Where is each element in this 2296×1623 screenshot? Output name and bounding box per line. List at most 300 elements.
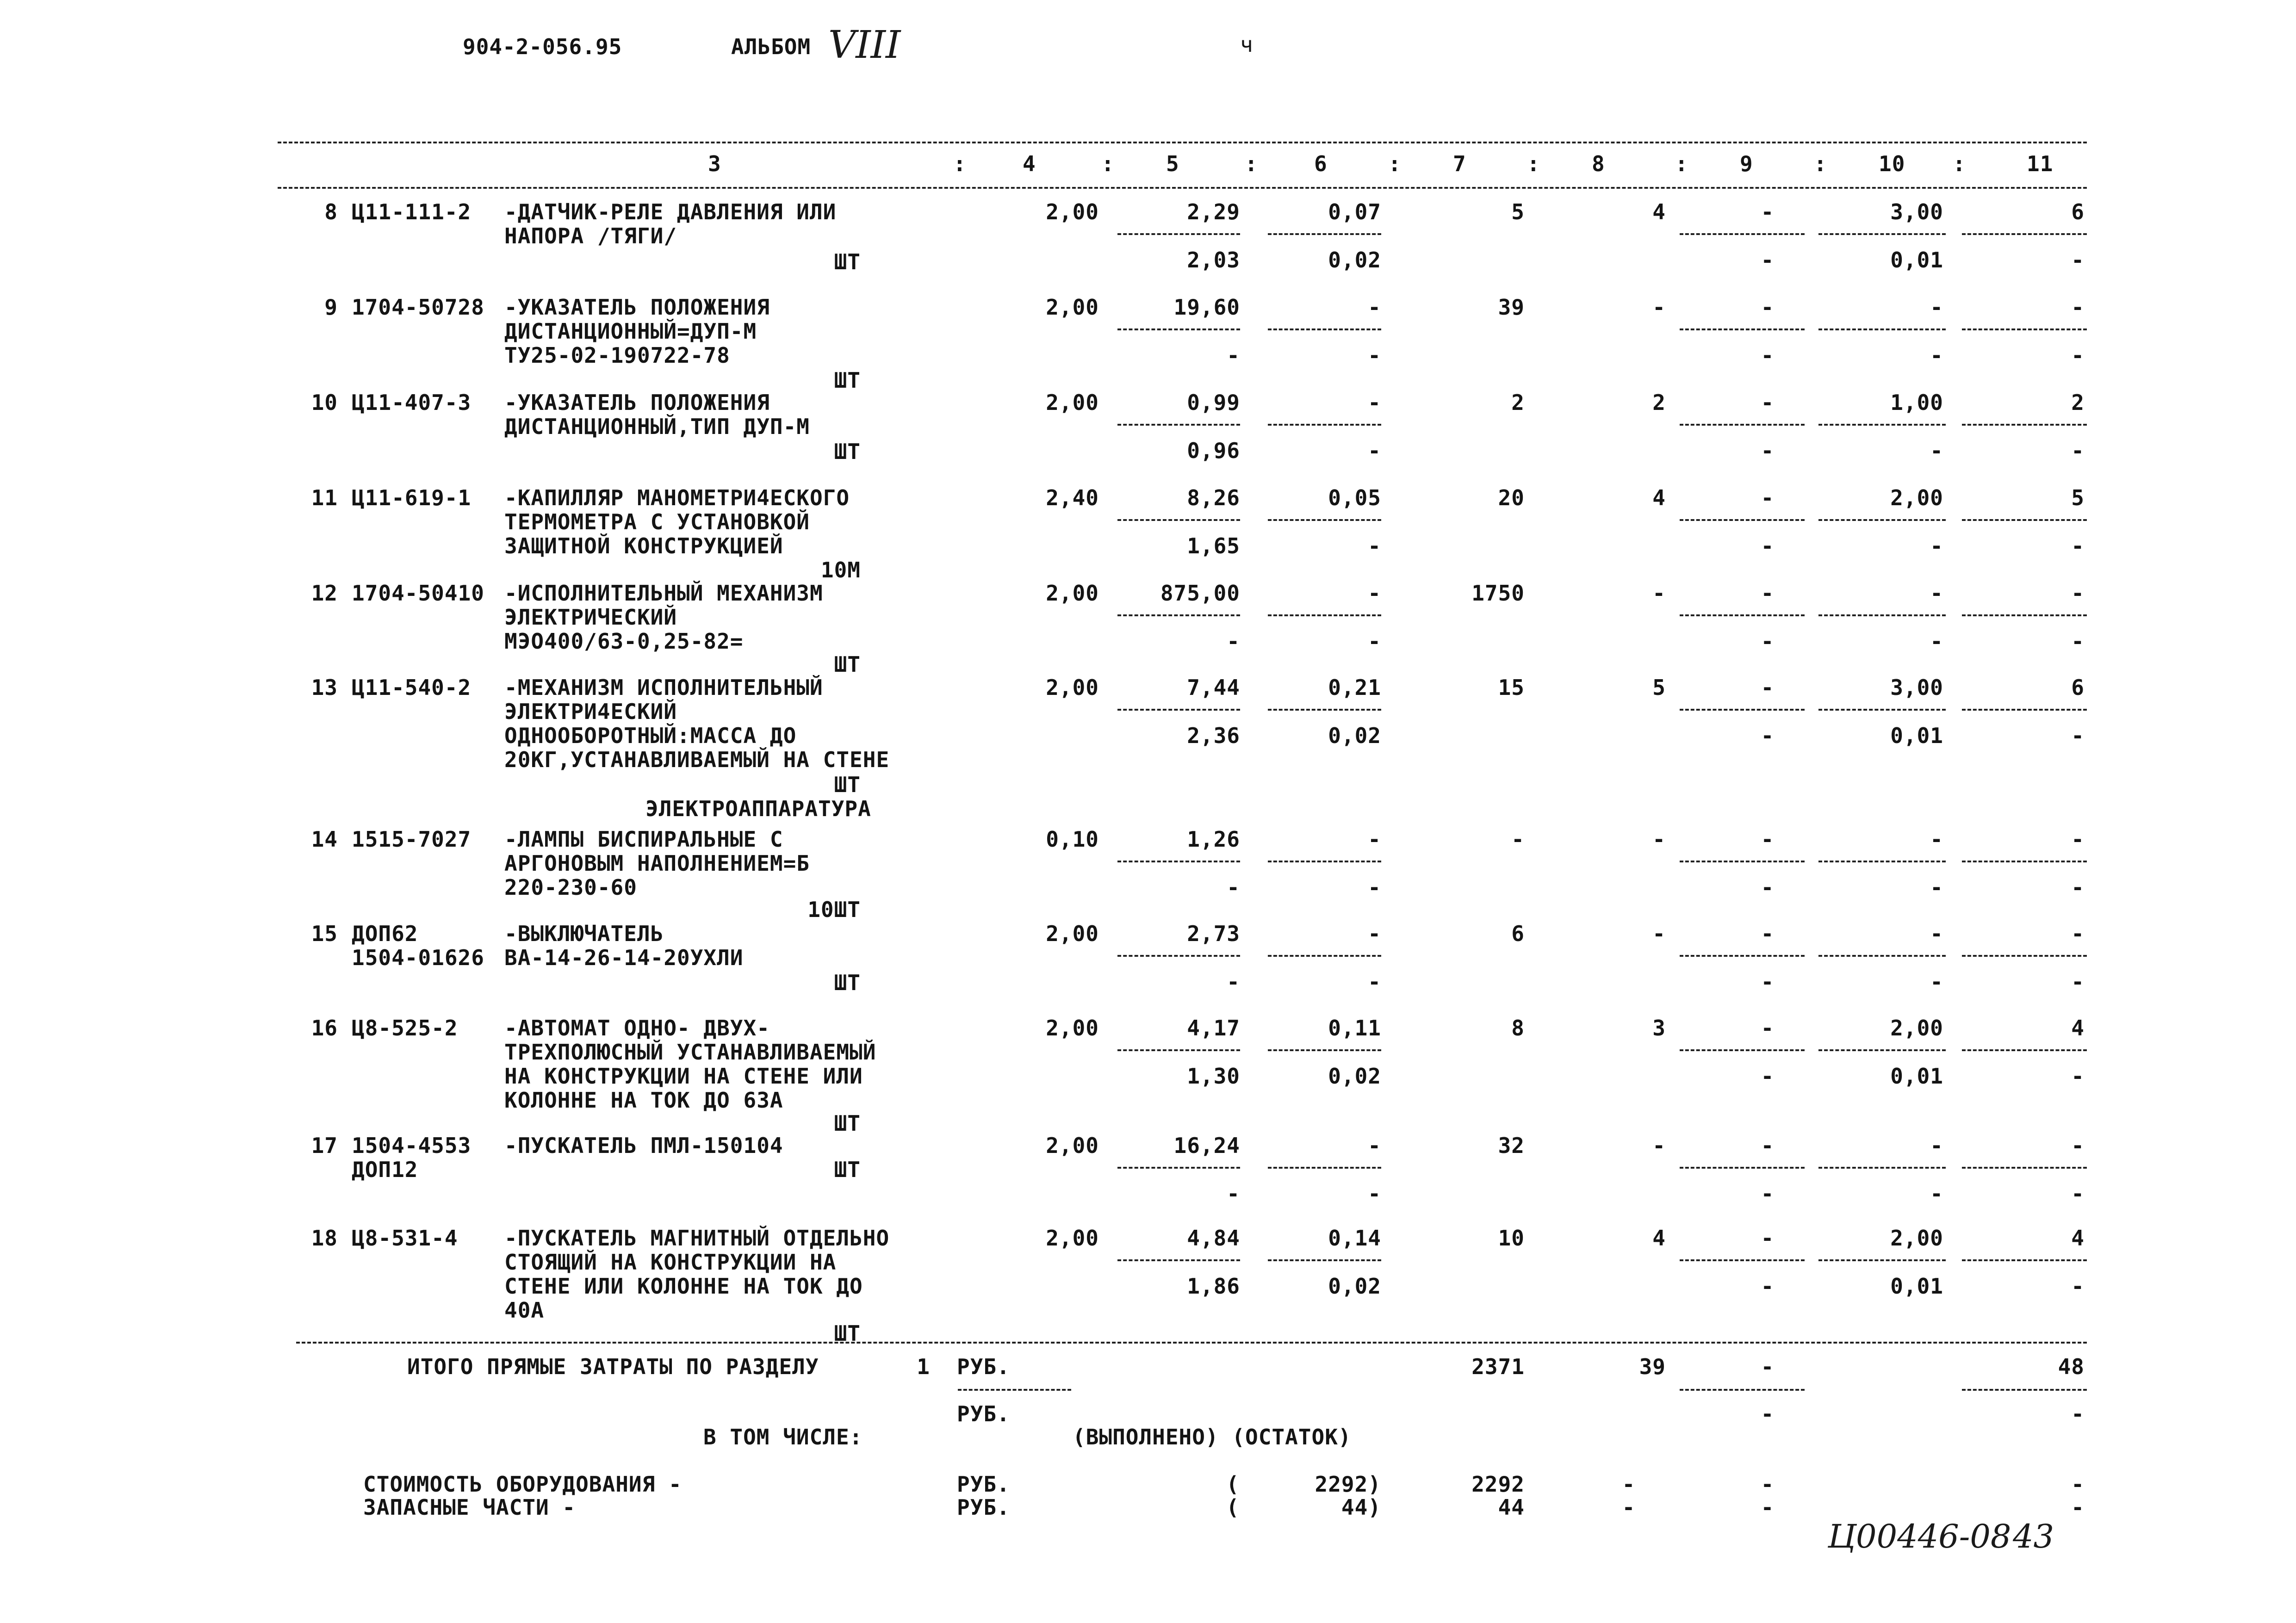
spares-col9: - [1761,1495,1775,1520]
row-col5: 2,73 [1187,921,1240,946]
row-col8: 3 [1652,1016,1666,1041]
row-col10: 3,00 [1890,675,1943,700]
row-col6: 0,05 [1328,485,1381,510]
row-col9: - [1761,675,1775,700]
row-col9-sub: - [1761,343,1775,368]
column-header-9: 9 [1740,151,1753,176]
row-col9: - [1761,485,1775,510]
row-col5: 4,84 [1187,1226,1240,1251]
equipment-col9: - [1761,1472,1775,1497]
row-col9-sub: - [1761,1064,1775,1089]
row-col10-sub: 0,01 [1890,248,1943,273]
row-col8: 4 [1652,199,1666,224]
row-description: -ИСПОЛНИТЕЛЬНЫЙ МЕХАНИЗМ [504,581,823,606]
row-col11-sub: - [2071,969,2085,994]
row-unit: 10М [820,558,861,582]
section-title: ЭЛЕКТРОАППАРАТУРА [645,796,871,821]
totals-col11: 48 [2058,1354,2085,1379]
row-col10-sub: - [1930,1181,1943,1206]
row-col5: 2,29 [1187,199,1240,224]
row-description: СТЕНЕ ИЛИ КОЛОННЕ НА ТОК ДО [504,1274,863,1299]
row-subtotal-rule [1818,233,1946,235]
row-number: 17 [311,1133,338,1158]
column-header-6: 6 [1314,151,1328,176]
row-col11-sub: - [2071,343,2085,368]
row-col6: - [1368,581,1381,606]
row-col5-sub: 0,96 [1187,438,1240,463]
page-number: 43 [2013,1518,2054,1555]
row-code: Ц11-111-2 [352,199,472,224]
spares-done: 44) [1341,1495,1381,1520]
row-subtotal-rule [1117,614,1240,616]
row-col6-sub: 0,02 [1328,723,1381,748]
row-col11-sub: - [2071,1064,2085,1089]
row-col10-sub: - [1930,343,1943,368]
row-col5-sub: 1,86 [1187,1274,1240,1299]
row-col10-sub: 0,01 [1890,1274,1943,1299]
row-col9-sub: - [1761,1274,1775,1299]
row-col7: 20 [1498,485,1525,510]
row-code: Ц11-540-2 [352,675,472,700]
row-description: -ДАТЧИК-РЕЛЕ ДАВЛЕНИЯ ИЛИ [504,199,837,224]
row-description: -УКАЗАТЕЛЬ ПОЛОЖЕНИЯ [504,295,770,320]
row-description: МЭО400/63-0,25-82= [504,629,744,654]
row-col6-sub: 0,02 [1328,248,1381,273]
row-col6-sub: 0,02 [1328,1274,1381,1299]
spares-paren: ( [1226,1495,1240,1520]
row-col11: - [2071,921,2085,946]
row-unit: ШТ [834,970,861,995]
row-description: ВА-14-26-14-20УХЛИ [504,945,744,970]
row-col11-sub: - [2071,248,2085,273]
row-description: -АВТОМАТ ОДНО- ДВУХ- [504,1016,770,1041]
row-code: Ц11-619-1 [352,485,472,510]
row-description: НАПОРА /ТЯГИ/ [504,223,677,248]
row-col10: 2,00 [1890,1016,1943,1041]
row-subtotal-rule [1117,955,1240,957]
row-subtotal-rule [1962,1167,2087,1169]
row-col10-sub: - [1930,438,1943,463]
row-col5-sub: 1,30 [1187,1064,1240,1089]
row-col8: - [1652,827,1666,852]
row-col4: 2,00 [1046,390,1099,415]
row-col5: 8,26 [1187,485,1240,510]
row-description: -ПУСКАТЕЛЬ МАГНИТНЫЙ ОТДЕЛЬНО [504,1226,890,1251]
row-subtotal-rule [1962,861,2087,862]
column-header-4: 4 [1023,151,1036,176]
row-col5-sub: - [1227,1181,1240,1206]
row-col9: - [1761,1226,1775,1251]
equipment-rest: 2292 [1471,1472,1525,1497]
row-subtotal-rule [1117,861,1240,862]
document-code: 904-2-056.95 [463,34,622,59]
row-subtotal-rule [1268,424,1381,426]
row-subtotal-rule [1680,1259,1805,1261]
row-col6: 0,11 [1328,1016,1381,1041]
spares-rest: 44 [1498,1495,1525,1520]
done-rest-label: (ВЫПОЛНЕНО) (ОСТАТОК) [1073,1425,1352,1450]
equipment-col11: - [2071,1472,2085,1497]
row-subtotal-rule [1962,328,2087,330]
row-col8: 4 [1652,1226,1666,1251]
row-subtotal-rule [1818,955,1946,957]
row-subtotal-rule [1962,955,2087,957]
row-subtotal-rule [1268,328,1381,330]
row-col4: 2,00 [1046,199,1099,224]
row-col6-sub: 0,02 [1328,1064,1381,1089]
totals-col9-b: - [1761,1401,1775,1426]
row-number: 14 [311,827,338,852]
row-subtotal-rule [1268,1259,1381,1261]
row-col11-sub: - [2071,629,2085,654]
row-col10: 3,00 [1890,199,1943,224]
row-col11-sub: - [2071,723,2085,748]
row-number: 8 [324,199,338,224]
column-separator: : [1388,151,1402,176]
totals-underline-c [1962,1389,2087,1391]
row-subtotal-rule [1818,1167,1946,1169]
row-description: АРГОНОВЫМ НАПОЛНЕНИЕМ=Б [504,851,810,876]
row-col4: 2,00 [1046,1226,1099,1251]
row-col10: 2,00 [1890,485,1943,510]
row-col6: - [1368,390,1381,415]
row-col10: 2,00 [1890,1226,1943,1251]
row-col6-sub: - [1368,343,1381,368]
row-col11: - [2071,295,2085,320]
row-description: 220-230-60 [504,875,637,900]
row-col6-sub: - [1368,438,1381,463]
totals-col8: 39 [1639,1354,1666,1379]
row-col9-sub: - [1761,1181,1775,1206]
row-col9-sub: - [1761,248,1775,273]
row-number: 10 [311,390,338,415]
row-number: 13 [311,675,338,700]
row-col5-sub: - [1227,875,1240,900]
row-col7: 32 [1498,1133,1525,1158]
header-rule-bottom [278,187,2087,189]
row-subtotal-rule [1680,709,1805,711]
row-col4: 2,00 [1046,921,1099,946]
row-subtotal-rule [1680,519,1805,521]
row-col6: - [1368,921,1381,946]
row-subtotal-rule [1268,233,1381,235]
row-subtotal-rule [1680,424,1805,426]
totals-rule [296,1342,2087,1344]
row-col5: 7,44 [1187,675,1240,700]
row-col10: - [1930,921,1943,946]
row-col10-sub: 0,01 [1890,1064,1943,1089]
row-col6-sub: - [1368,533,1381,558]
row-col6: - [1368,295,1381,320]
row-col6: - [1368,1133,1381,1158]
row-description: ТРЕХПОЛЮСНЫЙ УСТАНАВЛИВАЕМЫЙ [504,1040,876,1065]
row-col9-sub: - [1761,875,1775,900]
row-col10: - [1930,581,1943,606]
row-subtotal-rule [1117,709,1240,711]
totals-col7: 2371 [1471,1354,1525,1379]
row-col10: - [1930,295,1943,320]
row-col8: 5 [1652,675,1666,700]
row-number: 9 [324,295,338,320]
corner-mark: ч [1240,32,1253,57]
row-number: 15 [311,921,338,946]
row-col6-sub: - [1368,1181,1381,1206]
row-col11: 4 [2071,1226,2085,1251]
row-number: 16 [311,1016,338,1041]
row-col9: - [1761,827,1775,852]
row-subtotal-rule [1680,614,1805,616]
row-unit: ШТ [834,652,861,677]
row-col11: - [2071,827,2085,852]
spares-col8: - [1622,1495,1636,1520]
row-subtotal-rule [1818,1049,1946,1051]
row-col10-sub: - [1930,533,1943,558]
row-col5: 0,99 [1187,390,1240,415]
row-col4: 2,40 [1046,485,1099,510]
row-subtotal-rule [1268,709,1381,711]
row-col8: - [1652,581,1666,606]
totals-label: ИТОГО ПРЯМЫЕ ЗАТРАТЫ ПО РАЗДЕЛУ [407,1354,819,1379]
column-separator: : [1527,151,1540,176]
row-subtotal-rule [1962,233,2087,235]
row-unit: ШТ [834,249,861,274]
row-code: 1704-50410 [352,581,484,606]
row-description: -КАПИЛЛЯР МАНОМЕТРИ4ЕСКОГО [504,485,850,510]
row-col8: - [1652,1133,1666,1158]
column-separator: : [1675,151,1688,176]
row-description: -ЛАМПЫ БИСПИРАЛЬНЫЕ С [504,827,783,852]
row-description: ДИСТАНЦИОННЫЙ=ДУП-М [504,319,757,344]
row-description: ЗАЩИТНОЙ КОНСТРУКЦИЕЙ [504,533,783,558]
row-description: ЭЛЕКТРИЧЕСКИЙ [504,605,677,630]
row-col7: - [1511,827,1525,852]
row-subtotal-rule [1268,955,1381,957]
row-col6-sub: - [1368,629,1381,654]
row-subtotal-rule [1117,519,1240,521]
totals-col9: - [1761,1354,1775,1379]
row-col4: 2,00 [1046,581,1099,606]
totals-col11-b: - [2071,1401,2085,1426]
row-code: 1704-50728 [352,295,484,320]
row-code: Ц8-531-4 [352,1226,458,1251]
row-col7: 5 [1511,199,1525,224]
row-col9: - [1761,581,1775,606]
row-col11: 5 [2071,485,2085,510]
row-subtotal-rule [1962,709,2087,711]
footer-stamp: Ц00446-08 [1828,1518,2011,1555]
row-col11-sub: - [2071,533,2085,558]
row-col6: 0,21 [1328,675,1381,700]
row-description: -ВЫКЛЮЧАТЕЛЬ [504,921,664,946]
row-description: СТОЯЩИЙ НА КОНСТРУКЦИИ НА [504,1250,837,1275]
totals-underline-a [958,1389,1071,1391]
row-col10: - [1930,1133,1943,1158]
row-col5-sub: 2,36 [1187,723,1240,748]
row-code: Ц11-407-3 [352,390,472,415]
row-col5: 19,60 [1173,295,1240,320]
row-col5: 16,24 [1173,1133,1240,1158]
row-subtotal-rule [1680,1167,1805,1169]
row-col11: - [2071,1133,2085,1158]
row-number: 11 [311,485,338,510]
row-unit: ШТ [834,368,861,393]
row-col6-sub: - [1368,969,1381,994]
row-col10-sub: - [1930,875,1943,900]
row-col6: - [1368,827,1381,852]
row-subtotal-rule [1268,861,1381,862]
row-subtotal-rule [1680,861,1805,862]
row-col11: 4 [2071,1016,2085,1041]
row-col6-sub: - [1368,875,1381,900]
row-subtotal-rule [1117,1259,1240,1261]
row-col9-sub: - [1761,629,1775,654]
row-code: 1504-01626 [352,945,484,970]
row-subtotal-rule [1117,424,1240,426]
row-col11-sub: - [2071,1274,2085,1299]
column-separator: : [1814,151,1827,176]
row-col11: 6 [2071,675,2085,700]
row-col8: - [1652,921,1666,946]
album-label: АЛЬБОМ [731,34,811,59]
totals-underline-b [1680,1389,1805,1391]
column-header-3: 3 [708,151,721,176]
column-separator: : [953,151,967,176]
row-col11-sub: - [2071,438,2085,463]
row-col6: 0,07 [1328,199,1381,224]
row-subtotal-rule [1962,614,2087,616]
totals-currency: РУБ. [957,1354,1010,1379]
row-col5-sub: 1,65 [1187,533,1240,558]
column-separator: : [1245,151,1258,176]
row-subtotal-rule [1818,1259,1946,1261]
row-description: КОЛОННЕ НА ТОК ДО 63А [504,1088,783,1113]
row-col10-sub: - [1930,629,1943,654]
spares-currency: РУБ. [957,1495,1010,1520]
row-description: ТУ25-02-190722-78 [504,343,730,368]
row-code: 1504-4553 [352,1133,472,1158]
row-unit: ШТ [834,1321,861,1346]
album-number: VIII [828,23,901,67]
row-col9-sub: - [1761,723,1775,748]
row-col9-sub: - [1761,438,1775,463]
row-col9: - [1761,295,1775,320]
row-number: 12 [311,581,338,606]
row-subtotal-rule [1680,955,1805,957]
row-unit: ШТ [834,772,861,797]
row-col4: 2,00 [1046,1016,1099,1041]
row-col6: 0,14 [1328,1226,1381,1251]
header-rule-top [278,142,2087,143]
column-header-7: 7 [1453,151,1466,176]
row-code: ДОП62 [352,921,418,946]
row-subtotal-rule [1680,328,1805,330]
row-col11: 2 [2071,390,2085,415]
row-col9-sub: - [1761,533,1775,558]
row-col9: - [1761,921,1775,946]
row-description: НА КОНСТРУКЦИИ НА СТЕНЕ ИЛИ [504,1064,863,1089]
row-subtotal-rule [1962,424,2087,426]
row-description: -ПУСКАТЕЛЬ ПМЛ-150104 [504,1133,783,1158]
row-col10: 1,00 [1890,390,1943,415]
row-description: -УКАЗАТЕЛЬ ПОЛОЖЕНИЯ [504,390,770,415]
row-col7: 10 [1498,1226,1525,1251]
row-unit: ШТ [834,1157,861,1182]
row-subtotal-rule [1818,861,1946,862]
row-col11-sub: - [2071,875,2085,900]
equipment-paren: ( [1226,1472,1240,1497]
row-col4: 2,00 [1046,675,1099,700]
row-subtotal-rule [1962,519,2087,521]
row-description: 20КГ,УСТАНАВЛИВАЕМЫЙ НА СТЕНЕ [504,747,890,772]
row-col11-sub: - [2071,1181,2085,1206]
row-col9: - [1761,390,1775,415]
row-col7: 15 [1498,675,1525,700]
row-col10: - [1930,827,1943,852]
equipment-currency: РУБ. [957,1472,1010,1497]
row-col10-sub: 0,01 [1890,723,1943,748]
row-col9-sub: - [1761,969,1775,994]
row-subtotal-rule [1268,1167,1381,1169]
row-col5-sub: - [1227,969,1240,994]
column-header-5: 5 [1166,151,1179,176]
row-subtotal-rule [1117,233,1240,235]
row-col11: - [2071,581,2085,606]
column-separator: : [1101,151,1115,176]
row-description: -МЕХАНИЗМ ИСПОЛНИТЕЛЬНЫЙ [504,675,823,700]
row-col5-sub: - [1227,343,1240,368]
row-code: Ц8-525-2 [352,1016,458,1041]
row-col11: 6 [2071,199,2085,224]
row-unit: ШТ [834,1111,861,1136]
column-header-10: 10 [1879,151,1905,176]
row-col10-sub: - [1930,969,1943,994]
row-col9: - [1761,1016,1775,1041]
row-subtotal-rule [1818,328,1946,330]
row-subtotal-rule [1268,1049,1381,1051]
row-subtotal-rule [1680,1049,1805,1051]
row-col7: 2 [1511,390,1525,415]
totals-currency-2: РУБ. [957,1401,1010,1426]
totals-section-number: 1 [917,1354,930,1379]
row-col8: 4 [1652,485,1666,510]
row-col7: 8 [1511,1016,1525,1041]
row-col5: 1,26 [1187,827,1240,852]
row-col8: 2 [1652,390,1666,415]
row-description: ДИСТАНЦИОННЫЙ,ТИП ДУП-М [504,414,810,439]
column-header-11: 11 [2027,151,2054,176]
row-number: 18 [311,1226,338,1251]
row-col5: 875,00 [1160,581,1240,606]
row-subtotal-rule [1962,1259,2087,1261]
row-code: 1515-7027 [352,827,472,852]
equipment-col8: - [1622,1472,1636,1497]
row-col9: - [1761,199,1775,224]
row-col7: 6 [1511,921,1525,946]
column-separator: : [1953,151,1966,176]
row-subtotal-rule [1268,519,1381,521]
row-col5-sub: - [1227,629,1240,654]
spares-col11: - [2071,1495,2085,1520]
row-code: ДОП12 [352,1157,418,1182]
row-col4: 2,00 [1046,295,1099,320]
row-subtotal-rule [1818,424,1946,426]
spares-label: ЗАПАСНЫЕ ЧАСТИ - [363,1495,576,1520]
row-subtotal-rule [1818,709,1946,711]
row-subtotal-rule [1680,233,1805,235]
row-subtotal-rule [1268,614,1381,616]
row-subtotal-rule [1117,1049,1240,1051]
including-label: В ТОМ ЧИСЛЕ: [703,1425,863,1450]
